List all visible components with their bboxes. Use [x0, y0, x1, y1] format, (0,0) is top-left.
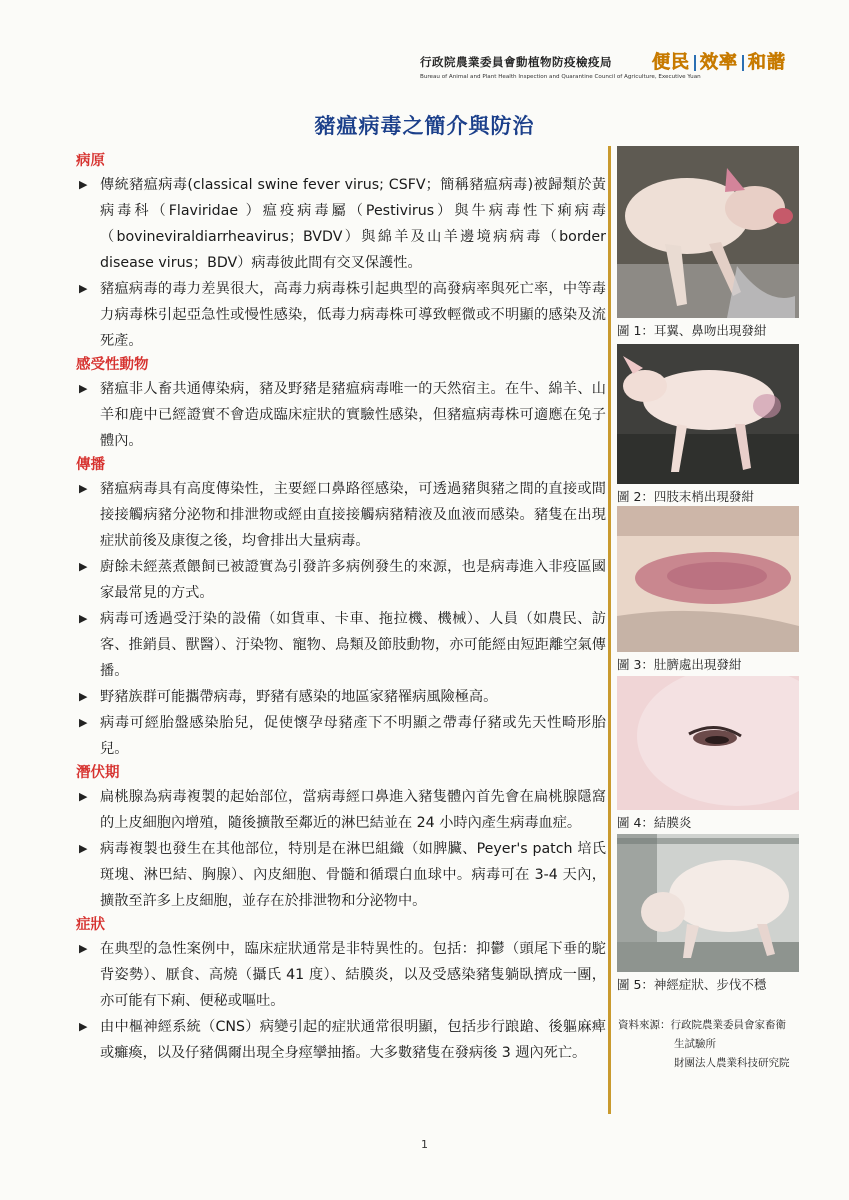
- section-symptoms: [76, 914, 606, 1066]
- slogan-word: 便民: [652, 52, 690, 73]
- bullet-text: 野豬族群可能攜帶病毒，野豬有感染的地區家豬罹病風險極高。: [100, 689, 498, 705]
- agency-name-chinese: 行政院農業委員會動植物防疫檢疫局: [420, 55, 612, 69]
- section-heading: 潛伏期: [76, 765, 120, 781]
- arrow-bullet-icon: ▶: [79, 482, 88, 495]
- bullet-text: 在典型的急性案例中，臨床症狀通常是非特異性的。包括：抑鬱（頭尾下垂的駝背姿勢）、厭食、高燒（攝氏 41 度）、結膜炎，以及受感染豬隻躺臥擠成一團，亦可能有下痢、便秘或嘔吐。: [100, 941, 606, 1009]
- arrow-bullet-icon: ▶: [79, 178, 88, 191]
- section-heading: 感受性動物: [76, 357, 149, 373]
- bullet-item: [76, 936, 606, 1014]
- arrow-bullet-icon: ▶: [79, 612, 88, 625]
- bullet-item: [76, 836, 606, 914]
- column-divider: [608, 146, 611, 1114]
- arrow-bullet-icon: ▶: [79, 942, 88, 955]
- bullet-text: 扁桃腺為病毒複製的起始部位，當病毒經口鼻進入豬隻體內首先會在扁桃腺隱窩的上皮細胞內增殖，隨後擴散至鄰近的淋巴結並在 24 小時內產生病毒血症。: [100, 789, 606, 831]
- page-number: 1: [421, 1138, 428, 1151]
- page-title: 豬瘟病毒之簡介與防治: [314, 114, 535, 138]
- bullet-text: 病毒複製也發生在其他部位，特別是在淋巴組織（如脾臟、Peyer's patch 培氏斑塊、淋巴結、胸腺）、內皮細胞、骨髓和循環白血球中。病毒可在 3-4 天內，擴散至許多上皮細胞，並存在於排泄物和分泌物中。: [100, 841, 606, 909]
- section-heading: 傳播: [76, 457, 105, 473]
- bullet-text: 廚餘未經蒸煮餵飼已被證實為引發許多病例發生的來源，也是病毒進入非疫區國家最常見的方式。: [100, 559, 606, 601]
- bullet-item: [76, 1014, 606, 1066]
- bullet-item: [76, 784, 606, 836]
- main-content: [76, 150, 606, 1066]
- arrow-bullet-icon: ▶: [79, 382, 88, 395]
- bullet-item: [76, 172, 606, 276]
- source-line: 行政院農業委員會家畜衛: [670, 1019, 786, 1031]
- bullet-item: [76, 684, 606, 710]
- slogan-separator: [742, 55, 744, 71]
- section-transmission: [76, 454, 606, 762]
- source-label: 資料來源：: [618, 1019, 671, 1031]
- bullet-item: [76, 376, 606, 454]
- arrow-bullet-icon: ▶: [79, 790, 88, 803]
- bullet-text: 豬瘟病毒具有高度傳染性，主要經口鼻路徑感染，可透過豬與豬之間的直接或間接接觸病豬分泌物和排泄物或經由直接接觸病豬精液及血液而感染。豬隻在出現症狀前後及康復之後，均會排出大量病毒。: [100, 481, 606, 549]
- figure-caption: 圖 4：結膜炎: [617, 815, 692, 830]
- arrow-bullet-icon: ▶: [79, 560, 88, 573]
- section-heading: 病原: [76, 153, 105, 169]
- figure-3: [617, 506, 799, 674]
- figure-caption: 圖 3：肚臍處出現發紺: [617, 657, 742, 672]
- agency-name-english: Bureau of Animal and Plant Health Inspection and Quarantine Council of Agriculture, Executive Yuan: [420, 74, 701, 80]
- bullet-text: 傳統豬瘟病毒(classical swine fever virus; CSFV；簡稱豬瘟病毒)被歸類於黃病毒科（Flaviridae ）瘟疫病毒屬（Pestivirus）與牛病毒性下痢病毒（bovineviraldiarrheavirus；BVDV）與綿羊及山羊邊境病病毒（border disease virus；BDV）病毒彼此間有交叉保護性。: [100, 177, 606, 271]
- source-credit: [618, 1016, 818, 1073]
- photo-pig-navel-cyanosis: [617, 506, 799, 652]
- bullet-item: [76, 606, 606, 684]
- arrow-bullet-icon: ▶: [79, 716, 88, 729]
- bullet-item: [76, 476, 606, 554]
- figure-4: [617, 676, 799, 832]
- slogan-logo: [652, 48, 786, 74]
- section-pathogen: [76, 150, 606, 354]
- bullet-item: [76, 554, 606, 606]
- figure-caption: 圖 2：四肢末梢出現發紺: [617, 489, 754, 504]
- figure-5: [617, 834, 799, 994]
- arrow-bullet-icon: ▶: [79, 690, 88, 703]
- bullet-item: [76, 276, 606, 354]
- section-incubation: [76, 762, 606, 914]
- arrow-bullet-icon: ▶: [79, 842, 88, 855]
- header: [420, 48, 820, 92]
- photo-pig-ear-snout-cyanosis: [617, 146, 799, 318]
- photo-pig-conjunctivitis: [617, 676, 799, 810]
- figure-caption: 圖 1：耳翼、鼻吻出現發紺: [617, 323, 767, 338]
- slogan-word: 效率: [700, 52, 738, 73]
- photo-pig-limb-cyanosis: [617, 344, 799, 484]
- bullet-text: 由中樞神經系統（CNS）病變引起的症狀通常很明顯，包括步行踉蹌、後軀麻痺或癱瘓，以及仔豬偶爾出現全身痙攣抽搐。大多數豬隻在發病後 3 週內死亡。: [100, 1019, 606, 1061]
- source-line: 財團法人農業科技研究院: [674, 1057, 790, 1069]
- section-heading: 症狀: [76, 917, 105, 933]
- section-susceptible-animals: [76, 354, 606, 454]
- source-line: 生試驗所: [674, 1038, 716, 1050]
- bullet-item: [76, 710, 606, 762]
- figure-caption: 圖 5：神經症狀、步伐不穩: [617, 977, 767, 992]
- bullet-text: 豬瘟非人畜共通傳染病，豬及野豬是豬瘟病毒唯一的天然宿主。在牛、綿羊、山羊和鹿中已經證實不會造成臨床症狀的實驗性感染，但豬瘟病毒株可適應在兔子體內。: [100, 381, 606, 449]
- slogan-separator: [694, 55, 696, 71]
- figure-1: [617, 146, 799, 340]
- bullet-text: 病毒可經胎盤感染胎兒，促使懷孕母豬產下不明顯之帶毒仔豬或先天性畸形胎兒。: [100, 715, 606, 757]
- slogan-word: 和諧: [748, 52, 786, 73]
- photo-pig-neurological-signs: [617, 834, 799, 972]
- bullet-text: 病毒可透過受汙染的設備（如貨車、卡車、拖拉機、機械）、人員（如農民、訪客、推銷員、獸醫）、汙染物、寵物、鳥類及節肢動物，亦可能經由短距離空氣傳播。: [100, 611, 606, 679]
- arrow-bullet-icon: ▶: [79, 282, 88, 295]
- figure-2: [617, 344, 799, 506]
- arrow-bullet-icon: ▶: [79, 1020, 88, 1033]
- bullet-text: 豬瘟病毒的毒力差異很大，高毒力病毒株引起典型的高發病率與死亡率，中等毒力病毒株引起亞急性或慢性感染，低毒力病毒株可導致輕微或不明顯的感染及流死產。: [100, 281, 606, 349]
